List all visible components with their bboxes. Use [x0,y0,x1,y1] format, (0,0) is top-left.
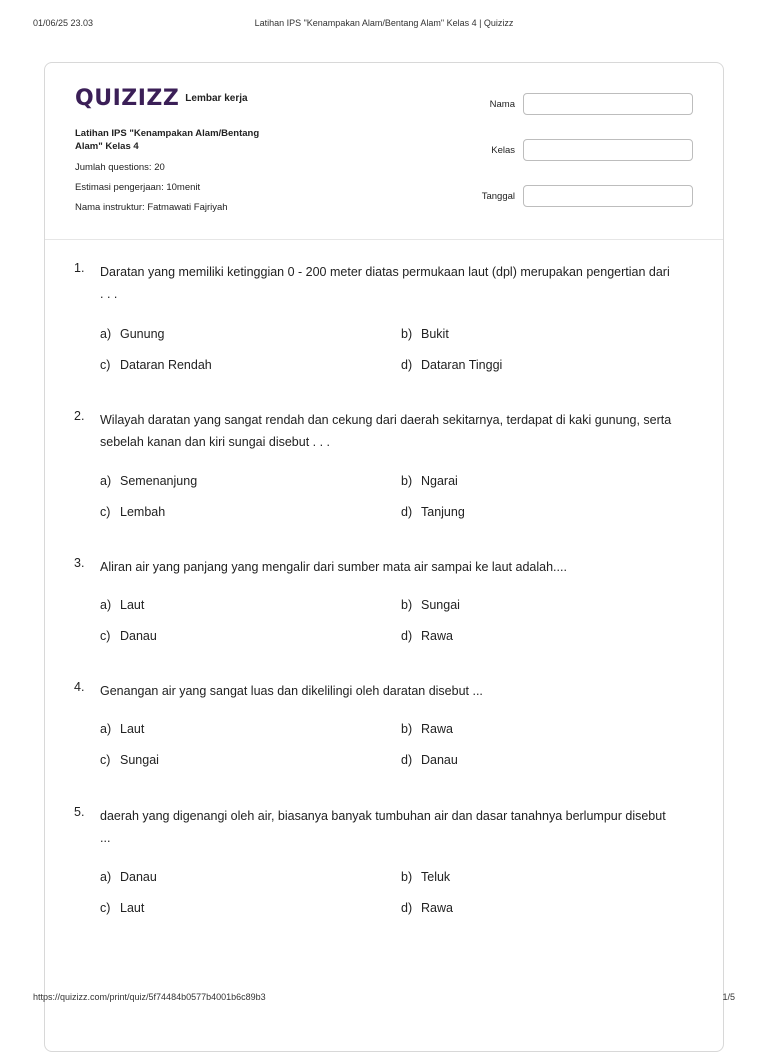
question-text-line: Genangan air yang sangat luas dan dikelilingi oleh daratan disebut ... [100,684,483,698]
option-c [100,753,159,767]
option-b [401,474,458,488]
option-a [100,598,144,612]
option-letter: c) [100,629,111,643]
option-a [100,722,144,736]
option-a [100,474,197,488]
option-letter: d) [401,901,413,915]
option-text: Tanjung [421,505,465,519]
option-text: Rawa [421,722,453,736]
date-label: Tanggal [481,191,515,202]
option-letter: d) [401,629,413,643]
option-letter: b) [401,722,413,736]
option-c [100,358,212,372]
option-text: Lembah [120,505,166,519]
option-text: Laut [120,901,145,915]
print-footer [0,992,768,1006]
option-letter: c) [100,901,111,915]
option-c [100,505,165,519]
option-d [401,753,458,767]
page-number: 1/5 [722,992,735,1002]
name-input[interactable] [523,93,693,115]
option-text: Danau [421,753,458,767]
worksheet-header [45,63,723,240]
option-text: Bukit [421,327,449,341]
quizizz-logo [75,85,248,111]
question-text-line: ... [100,831,111,845]
option-a [100,870,157,884]
print-url: https://quizizz.com/print/quiz/5f74484b0577b4001b6c89b3 [33,992,266,1002]
option-d [401,629,453,643]
question-number: 4. [74,680,85,694]
option-text: Dataran Rendah [120,358,212,372]
logo-text: QUIZIZZ [75,85,180,111]
question-text [100,261,694,305]
question-text-line: Daratan yang memiliki ketinggian 0 - 200 meter diatas permukaan laut (dpl) merupakan pengertian dari [100,265,670,279]
option-letter: b) [401,598,413,612]
question-number: 2. [74,409,85,423]
question-text-line: daerah yang digenangi oleh air, biasanya banyak tumbuhan air dan dasar tanahnya berlumpur disebut [100,809,666,823]
option-c [100,901,144,915]
option-d [401,901,453,915]
option-text: Teluk [421,870,451,884]
quiz-title [75,127,305,153]
worksheet-subtitle: Lembar kerja [185,92,248,104]
option-letter: a) [100,474,112,488]
question-text-line: . . . [100,287,118,301]
option-b [401,870,450,884]
option-text: Danau [120,870,157,884]
option-letter: b) [401,870,413,884]
option-text: Sungai [421,598,460,612]
option-letter: c) [100,753,111,767]
option-c [100,629,157,643]
option-letter: a) [100,327,112,341]
date-input[interactable] [523,185,693,207]
question-text-line: Wilayah daratan yang sangat rendah dan cekung dari daerah sekitarnya, terdapat di kaki gunung, serta [100,413,672,427]
option-letter: a) [100,722,112,736]
option-text: Sungai [120,753,159,767]
option-text: Laut [120,598,145,612]
quiz-title-line2: Alam" Kelas 4 [75,141,139,152]
option-b [401,722,453,736]
question-number: 5. [74,805,85,819]
option-text: Dataran Tinggi [421,358,503,372]
option-text: Danau [120,629,157,643]
option-b [401,598,460,612]
option-letter: b) [401,327,413,341]
option-text: Ngarai [421,474,458,488]
print-datetime: 01/06/25 23.03 [33,18,94,28]
question-text [100,409,694,453]
option-letter: a) [100,598,112,612]
time-estimate: Estimasi pengerjaan: 10menit [75,182,201,193]
option-letter: d) [401,505,413,519]
option-text: Rawa [421,901,453,915]
print-header [0,18,768,32]
quiz-title-line1: Latihan IPS "Kenampakan Alam/Bentang [75,128,260,139]
option-d [401,505,465,519]
option-letter: d) [401,358,413,372]
option-letter: d) [401,753,413,767]
question-text [100,556,694,578]
question-text [100,680,694,702]
option-text: Rawa [421,629,453,643]
option-d [401,358,502,372]
option-text: Gunung [120,327,165,341]
class-input[interactable] [523,139,693,161]
instructor-name: Nama instruktur: Fatmawati Fajriyah [75,202,228,213]
option-a [100,327,164,341]
option-b [401,327,449,341]
question-text [100,805,694,849]
question-number: 3. [74,556,85,570]
class-label: Kelas [491,145,515,156]
name-label: Nama [489,99,515,110]
print-page-title: Latihan IPS "Kenampakan Alam/Bentang Alam" Kelas 4 | Quizizz [254,18,514,28]
question-text-line: sebelah kanan dan kiri sungai disebut . . . [100,435,331,449]
question-number: 1. [74,261,85,275]
option-letter: c) [100,358,111,372]
option-letter: a) [100,870,112,884]
option-text: Laut [120,722,145,736]
option-letter: c) [100,505,111,519]
question-text-line: Aliran air yang panjang yang mengalir dari sumber mata air sampai ke laut adalah.... [100,560,567,574]
option-letter: b) [401,474,413,488]
option-text: Semenanjung [120,474,198,488]
question-count: Jumlah questions: 20 [75,162,165,173]
